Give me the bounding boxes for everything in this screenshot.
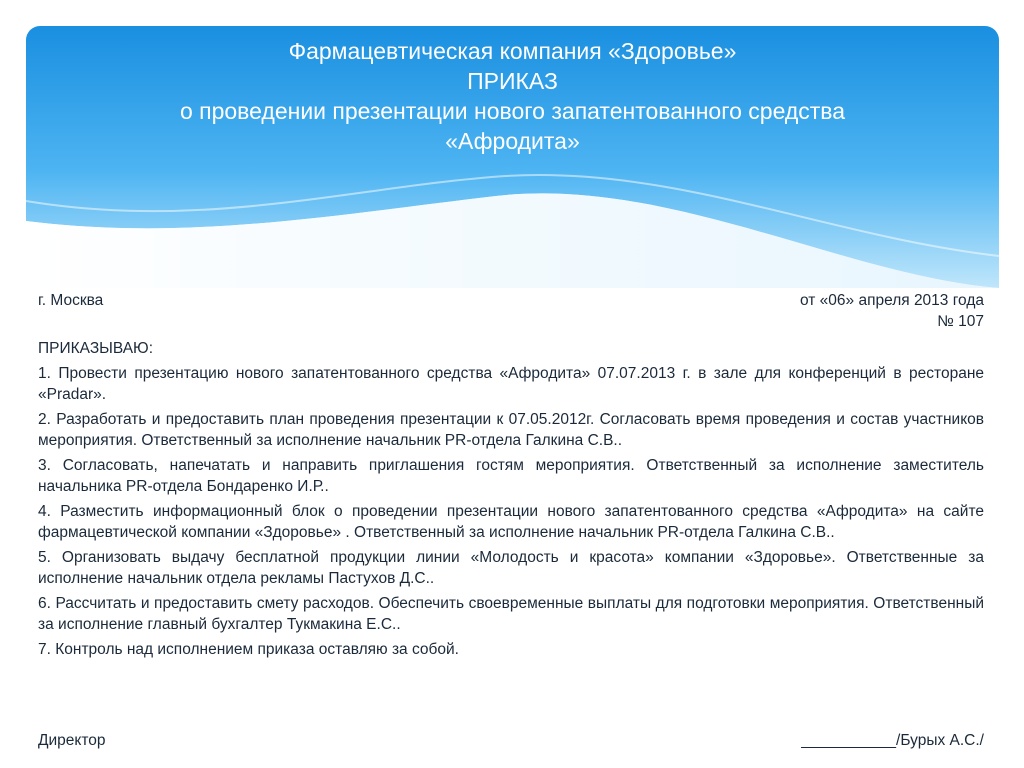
- order-item-2: 2. Разработать и предоставить план проведения презентации к 07.05.2012г. Согласовать время проведения и состав участников мероприятия. Ответственный за исполнение начальник PR-отдела Галкина С.В..: [38, 411, 984, 449]
- order-number: № 107: [937, 313, 984, 330]
- order-item-7: 7. Контроль над исполнением приказа оставляю за собой.: [38, 641, 459, 658]
- order-item-3: 3. Согласовать, напечатать и направить приглашения гостям мероприятия. Ответственный за исполнение заместитель начальника PR-отдела Бондаренко И.Р..: [38, 457, 984, 495]
- signer-name: ___________/Бурых А.С./: [801, 732, 984, 749]
- company-name: Фармацевтическая компания «Здоровье»: [288, 38, 737, 64]
- document-title: [26, 36, 999, 156]
- city: г. Москва: [38, 292, 104, 309]
- order-item-5: 5. Организовать выдачу бесплатной продукции линии «Молодость и красота» компании «Здоровье». Ответственные за исполнение начальник отдела рекламы Пастухов Д.С..: [38, 549, 984, 587]
- signature-row: [38, 732, 984, 750]
- product-name: «Афродита»: [445, 128, 580, 154]
- city-date-row: [38, 290, 984, 311]
- order-heading: ПРИКАЗ: [467, 68, 558, 94]
- order-subject: о проведении презентации нового запатентованного средства: [179, 98, 846, 124]
- order-word: ПРИКАЗЫВАЮ:: [38, 340, 154, 357]
- order-item-6: 6. Рассчитать и предоставить смету расходов. Обеспечить своевременные выплаты для подготовки мероприятия. Ответственный за исполнение главный бухгалтер Тукмакина Е.С..: [38, 595, 984, 633]
- order-item-4: 4. Разместить информационный блок о проведении презентации нового запатентованного средства «Афродита» на сайте фармацевтической компании «Здоровье» . Ответственный за исполнение начальник PR-отдела Галкина С.В..: [38, 503, 984, 541]
- order-item-1: 1. Провести презентацию нового запатентованного средства «Афродита» 07.07.2013 г. в зале для конференций в ресторане «Pradar».: [38, 365, 984, 403]
- signer-role: Директор: [38, 732, 106, 749]
- document-body: [38, 290, 984, 660]
- order-date: от «06» апреля 2013 года: [799, 292, 984, 309]
- header-banner: [26, 26, 999, 288]
